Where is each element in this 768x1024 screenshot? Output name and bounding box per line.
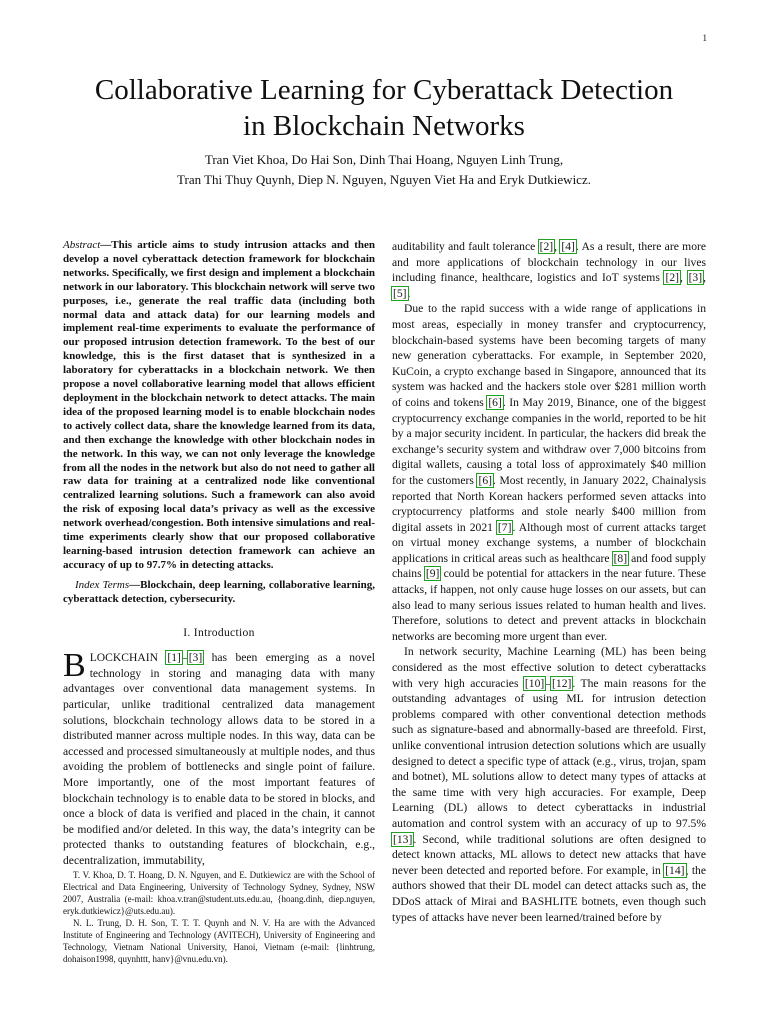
- intro-paragraph: [63, 647, 376, 868]
- index-terms-label: Index Terms: [75, 578, 130, 591]
- authors-line-1: Tran Viet Khoa, Do Hai Son, Dinh Thai Hoang, Nguyen Linh Trung,: [204, 152, 564, 167]
- body-text: ,: [703, 271, 706, 285]
- intro-text: has been emerging as a novel technology in storing and managing data with many advantages over conventional data management systems. In particular, unlike traditional centralized data management solutions, blockchain technology allows data to be stored in a distributed manner across multiple nodes. In this way, data can be accessed and processed simultaneously at multiple nodes, and thus avoiding the problem of bottlenecks and single point of failure. More importantly, one of the most important features of blockchain technology is to enable data to be stored in blocks, and once a block of data is verified and placed in the chain, it cannot be modified and/or deleted. In this way, the data’s integrity can be protected thanks to outstanding features of blockchain, e.g., decentralization, immutability,: [63, 651, 376, 867]
- body-text: ,: [554, 240, 561, 253]
- citation-link[interactable]: [12]: [552, 676, 572, 690]
- citation-link[interactable]: [3]: [688, 271, 703, 285]
- footnotes: [63, 869, 375, 965]
- citation-link[interactable]: [4]: [561, 240, 575, 253]
- body-text: . In May 2019, Binance, one of the biggest cryptocurrency exchange companies in the world, reported to be hit by a major security incident. In particular, the hackers did break the exchange’s security system and withdraw over 7,000 bitcoins from digital wallets, causing a total loss of approximately $40 million for the customers: [392, 395, 706, 487]
- index-terms: [63, 579, 375, 607]
- body-text: In network security, Machine Learning (ML) has been being considered as the most effective solution to detect cyberattacks with very high accuracies: [392, 645, 706, 690]
- body-text: –: [545, 676, 552, 690]
- section-heading-introduction: I. Introduction: [183, 625, 255, 639]
- citation-link[interactable]: [6]: [488, 395, 502, 409]
- drop-cap: B: [63, 647, 86, 685]
- footnote-affiliation-uts: T. V. Khoa, D. T. Hoang, D. N. Nguyen, and E. Dutkiewicz are with the School of Electrical and Data Engineering, University of Technology Sydney, Sydney, NSW 2007, Australia (e-mail: khoa.v.tran@student.uts.edu.au, {hoang.dinh, diep.nguyen, eryk.dutkiewicz}@uts.edu.au).: [63, 870, 375, 916]
- title-line-1: Collaborative Learning for Cyberattack Detection: [94, 74, 674, 106]
- abstract-label: Abstract: [63, 239, 101, 251]
- citation-link[interactable]: [7]: [497, 520, 512, 534]
- citation-link[interactable]: [10]: [524, 676, 545, 690]
- citation-link[interactable]: [1]: [167, 651, 181, 665]
- body-text: Due to the rapid success with a wide range of applications in most areas, especially in money transfer and cryptocurrency, blockchain-based systems have been becoming targets of many new generation cyberattacks. For example, in September 2020, KuCoin, a crypto exchange based in Singapore, announced that its system was hacked and the hackers stole over $281 million worth of coins and tokens: [392, 302, 706, 409]
- body-text: .: [407, 286, 411, 300]
- body-paragraph: [392, 644, 706, 925]
- intro-text: –: [181, 651, 188, 665]
- page-number: 1: [702, 33, 707, 43]
- body-text: , the authors showed that their DL model can detect attacks such as, the DDoS attack of Mirai and BASHLITE botnets, even though such types of attacks have never been learned/trained before by: [392, 863, 706, 924]
- body-text: . Most recently, in January 2022, Chainalysis reported that North Korean hackers performed seven attacks into cryptocurrency platforms and stole nearly $400 million from digital assets in 2021: [392, 473, 707, 534]
- body-text: . As a result, there are more and more applications of blockchain technology in our lives including finance, healthcare, logistics and IoT systems: [392, 240, 706, 285]
- author-list: [40, 150, 728, 190]
- citation-link[interactable]: [2]: [539, 240, 554, 253]
- body-text: auditability and fault tolerance: [392, 240, 539, 253]
- citation-link[interactable]: [2]: [665, 271, 680, 285]
- intro-text: LOCKCHAIN: [89, 651, 167, 665]
- citation-link[interactable]: [6]: [478, 473, 492, 487]
- paper-title: [40, 72, 728, 144]
- citation-link[interactable]: [14]: [665, 863, 685, 877]
- abstract-text: —This article aims to study intrusion attacks and then develop a novel cyberattack detection framework for blockchain networks. Specifically, we first design and implement a blockchain network in our laboratory. This blockchain network will serve two purposes, i.e., generate the real traffic data (including both normal data and attack data) for our learning models and implement real-time experiments to evaluate the performance of our proposed intrusion detection framework. To the best of our knowledge, this is the first dataset that is synthesized in a laboratory for cyberattacks in a blockchain network. We then propose a novel collaborative learning model that allows efficient deployment in the blockchain network to detect attacks. The main idea of the proposed learning model is to enable blockchain nodes to actively collect data, share the knowledge learned from its data, and then exchange the knowledge with other blockchain nodes in the network. In this way, we can not only leverage the knowledge from all the nodes in the network but also do not need to gather all raw data for training at a centralized node like conventional centralized learning solutions. Such a framework can also avoid the risk of exposing local data’s privacy as well as the excessive network overhead/congestion. Both intensive simulations and real-time experiments clearly show that our proposed collaborative learning-based intrusion detection framework can achieve an accuracy of up to 97.7% in detecting attacks.: [63, 239, 375, 571]
- right-column: [392, 239, 706, 925]
- body-text: . Second, while traditional solutions are often designed to detect known attacks, ML allows to detect new attacks that have never been detected and reported before. For example, in: [392, 832, 706, 877]
- body-text: . The main reasons for the outstanding advantages of using ML for intrusion detection problems compared with other conventional detection methods such as signature-based and abnormally-based are threefold. First, unlike conventional intrusion detection solutions which are usually designed to detect a specific type of attack (e.g., virus, trojan, spam and botnet), ML solutions allow to detect many types of attacks at the same time with very high accuracies. For example, Deep Learning (DL) allows to detect cyberattacks in industrial automation and control system with an accuracy of up to 97.5%: [392, 676, 707, 830]
- body-paragraph: [392, 301, 706, 644]
- citation-link[interactable]: [3]: [188, 651, 203, 665]
- body-text: could be potential for attackers in the near future. These attacks, if happen, not only cause huge losses on our assets, but can also lead to many serious issues related to human health and lives. Therefore, solutions to detect and prevent attacks in blockchain networks are becoming more urgent than ever.: [392, 567, 706, 643]
- body-paragraph: [392, 239, 706, 301]
- citation-link[interactable]: [5]: [393, 286, 407, 300]
- title-line-2: in Blockchain Networks: [243, 110, 525, 142]
- citation-link[interactable]: [13]: [393, 832, 413, 846]
- body-text: . Although most of current attacks target on virtual money exchange systems, a number of blockchain applications in critical areas such as healthcare: [392, 520, 706, 565]
- citation-link[interactable]: [8]: [613, 551, 628, 565]
- left-column: [63, 239, 375, 868]
- index-terms-text: —Blockchain, deep learning, collaborative learning, cyberattack detection, cybersecurity.: [63, 578, 375, 605]
- citation-link[interactable]: [9]: [425, 567, 440, 581]
- body-text: and food supply chains: [392, 551, 707, 581]
- body-text: ,: [680, 271, 688, 285]
- authors-line-2: Tran Thi Thuy Quynh, Diep N. Nguyen, Nguyen Viet Ha and Eryk Dutkiewicz.: [177, 172, 591, 187]
- abstract: [63, 239, 375, 573]
- footnote-affiliation-vnu: N. L. Trung, D. H. Son, T. T. T. Quynh and N. V. Ha are with the Advanced Institute of Engineering and Technology (AVITECH), University of Engineering and Technology, Vietnam National University, Hanoi, Vietnam (e-mail: {linhtrung, dohaison1998, quynhttt, hanv}@vnu.edu.vn).: [63, 918, 375, 964]
